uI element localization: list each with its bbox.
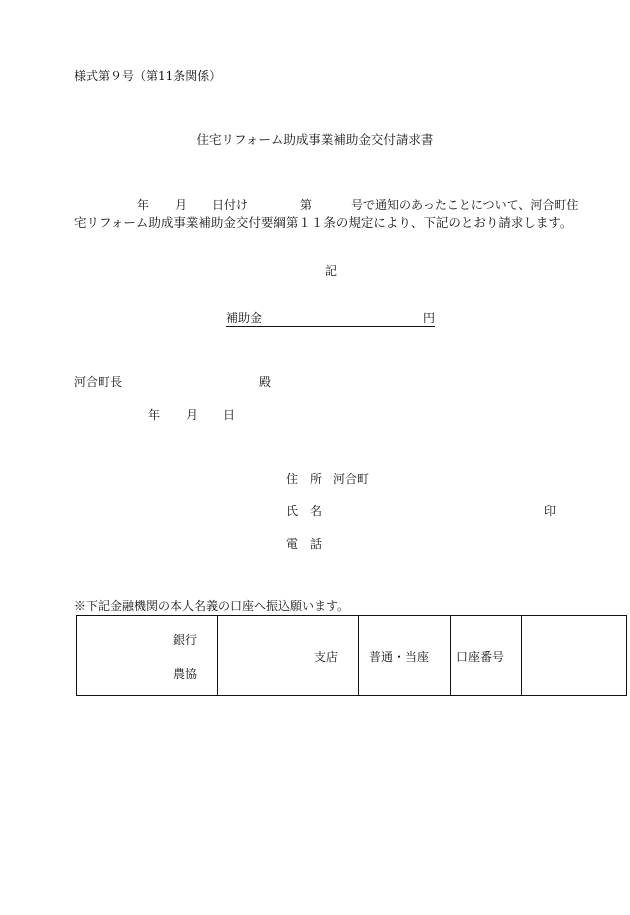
body-month: 月 bbox=[175, 198, 188, 212]
date-year: 年 bbox=[148, 408, 161, 422]
table-divider bbox=[450, 616, 451, 695]
ki-heading: 記 bbox=[324, 264, 337, 278]
address-label: 住 所 bbox=[286, 472, 323, 486]
name-label: 氏 名 bbox=[286, 504, 323, 518]
date-day: 日 bbox=[223, 408, 236, 422]
bank-cell-bank: 銀行 bbox=[173, 633, 198, 647]
seal-mark: 印 bbox=[544, 504, 557, 518]
bank-note: ※下記金融機関の本人名義の口座へ振込願います。 bbox=[74, 599, 350, 613]
table-divider bbox=[358, 616, 359, 695]
bank-cell-branch: 支店 bbox=[314, 650, 339, 664]
form-number: 様式第９号（第11条関係） bbox=[74, 69, 222, 83]
address-value: 河合町 bbox=[333, 472, 370, 486]
body-line2: 宅リフォーム助成事業補助金交付要綱第１１条の規定により、下記のとおり請求します。 bbox=[74, 215, 573, 230]
bank-cell-coop: 農協 bbox=[173, 667, 198, 681]
body-year: 年 bbox=[137, 198, 150, 212]
addressee-honorific: 殿 bbox=[259, 375, 272, 389]
table-divider bbox=[521, 616, 522, 695]
phone-label: 電 話 bbox=[286, 537, 323, 551]
body-line1-end: 号で通知のあったことについて、河合町住 bbox=[351, 198, 579, 212]
subsidy-amount bbox=[226, 312, 435, 327]
bank-table bbox=[76, 615, 627, 696]
page-title: 住宅リフォーム助成事業補助金交付請求書 bbox=[196, 132, 434, 147]
subsidy-amount-unit: 円 bbox=[422, 311, 435, 325]
subsidy-amount-label: 補助金 bbox=[226, 311, 263, 325]
table-divider bbox=[217, 616, 218, 695]
body-day-dated: 日付け bbox=[212, 198, 249, 212]
body-dai: 第 bbox=[300, 198, 313, 212]
bank-cell-account-number-label: 口座番号 bbox=[456, 650, 505, 664]
date-month: 月 bbox=[186, 408, 199, 422]
addressee-name: 河合町長 bbox=[74, 375, 123, 389]
bank-cell-account-type: 普通・当座 bbox=[369, 650, 430, 664]
